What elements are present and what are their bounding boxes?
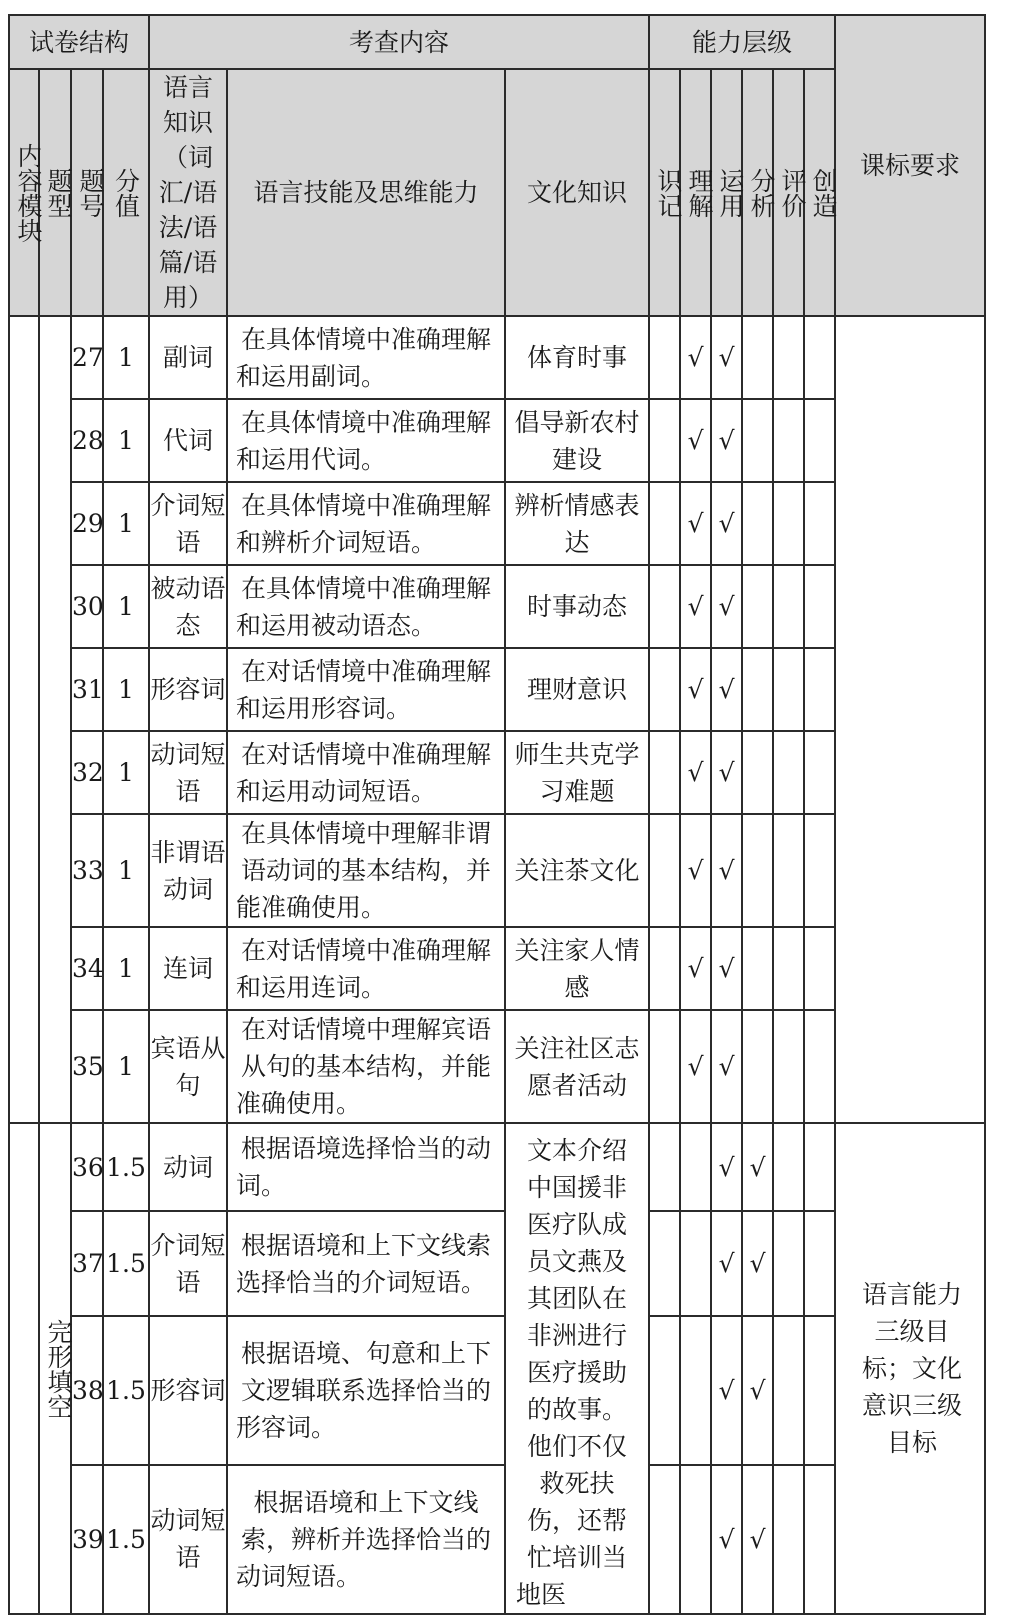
level-mark: √ bbox=[680, 927, 711, 1010]
question-score: 1 bbox=[103, 927, 149, 1010]
question-number: 33 bbox=[71, 814, 103, 927]
culture-cell: 关注茶文化 bbox=[505, 814, 649, 927]
header-level-create: 创造 bbox=[804, 69, 835, 316]
knowledge-cell: 形容词 bbox=[149, 1316, 227, 1465]
knowledge-cell: 非谓语动词 bbox=[149, 814, 227, 927]
question-score: 1 bbox=[103, 399, 149, 482]
question-score: 1.5 bbox=[103, 1465, 149, 1614]
question-score: 1 bbox=[103, 1010, 149, 1123]
level-mark: √ bbox=[680, 731, 711, 814]
level-mark: √ bbox=[711, 648, 742, 731]
level-mark bbox=[773, 1123, 804, 1211]
level-mark bbox=[742, 1010, 773, 1123]
knowledge-cell: 形容词 bbox=[149, 648, 227, 731]
skill-cell: 在对话情境中准确理解和运用形容词。 bbox=[227, 648, 505, 731]
culture-cell: 辨析情感表达 bbox=[505, 482, 649, 565]
header-knowledge: 语言知识（词汇/语法/语篇/语用） bbox=[149, 69, 227, 316]
question-score: 1.5 bbox=[103, 1123, 149, 1211]
knowledge-cell: 动词 bbox=[149, 1123, 227, 1211]
type-cell bbox=[39, 316, 71, 1123]
question-number: 35 bbox=[71, 1010, 103, 1123]
question-score: 1 bbox=[103, 482, 149, 565]
knowledge-cell: 介词短语 bbox=[149, 482, 227, 565]
question-number: 36 bbox=[71, 1123, 103, 1211]
header-level-recall: 识记 bbox=[649, 69, 680, 316]
skill-cell: 在具体情境中准确理解和运用副词。 bbox=[227, 316, 505, 399]
level-mark bbox=[773, 1010, 804, 1123]
level-mark bbox=[804, 399, 835, 482]
question-number: 39 bbox=[71, 1465, 103, 1614]
exam-analysis-table bbox=[8, 14, 986, 1615]
level-mark: √ bbox=[742, 1123, 773, 1211]
level-mark bbox=[649, 731, 680, 814]
level-mark bbox=[680, 1465, 711, 1614]
skill-cell: 在具体情境中准确理解和运用被动语态。 bbox=[227, 565, 505, 648]
level-mark bbox=[804, 814, 835, 927]
level-mark bbox=[649, 927, 680, 1010]
level-mark bbox=[804, 482, 835, 565]
level-mark: √ bbox=[680, 565, 711, 648]
level-mark bbox=[773, 399, 804, 482]
level-mark bbox=[742, 399, 773, 482]
level-mark bbox=[773, 648, 804, 731]
header-levels: 能力层级 bbox=[649, 15, 835, 69]
level-mark bbox=[649, 1316, 680, 1465]
level-mark bbox=[680, 1211, 711, 1315]
level-mark bbox=[742, 565, 773, 648]
question-number: 30 bbox=[71, 565, 103, 648]
question-number: 31 bbox=[71, 648, 103, 731]
level-mark bbox=[804, 648, 835, 731]
level-mark: √ bbox=[711, 1211, 742, 1315]
requirement-cell: 语言能力三级目标；文化意识三级目标 bbox=[835, 1123, 985, 1614]
skill-cell: 根据语境和上下文线索，辨析并选择恰当的动词短语。 bbox=[227, 1465, 505, 1614]
header-requirement: 课标要求 bbox=[835, 15, 985, 316]
skill-cell: 在具体情境中理解非谓语动词的基本结构，并能准确使用。 bbox=[227, 814, 505, 927]
skill-cell: 在对话情境中准确理解和运用动词短语。 bbox=[227, 731, 505, 814]
question-number: 28 bbox=[71, 399, 103, 482]
culture-cell: 倡导新农村建设 bbox=[505, 399, 649, 482]
module-cell bbox=[9, 316, 39, 1123]
level-mark: √ bbox=[742, 1211, 773, 1315]
level-mark bbox=[742, 316, 773, 399]
level-mark bbox=[804, 731, 835, 814]
level-mark: √ bbox=[711, 1316, 742, 1465]
header-module: 内容模块 bbox=[9, 69, 39, 316]
level-mark bbox=[773, 927, 804, 1010]
header-content: 考查内容 bbox=[149, 15, 649, 69]
header-structure: 试卷结构 bbox=[9, 15, 149, 69]
level-mark: √ bbox=[680, 482, 711, 565]
cloze-culture-cell: 文本介绍中国援非医疗队成员文燕及其团队在非洲进行医疗援助的故事。他们不仅救死扶伤，还帮忙培训当地医 bbox=[505, 1123, 649, 1614]
culture-cell: 关注社区志愿者活动 bbox=[505, 1010, 649, 1123]
level-mark: √ bbox=[711, 731, 742, 814]
level-mark bbox=[649, 1465, 680, 1614]
knowledge-cell: 代词 bbox=[149, 399, 227, 482]
level-mark bbox=[804, 1316, 835, 1465]
knowledge-cell: 宾语从句 bbox=[149, 1010, 227, 1123]
level-mark bbox=[773, 1465, 804, 1614]
header-level-analyze: 分析 bbox=[742, 69, 773, 316]
skill-cell: 根据语境选择恰当的动词。 bbox=[227, 1123, 505, 1211]
level-mark: √ bbox=[711, 482, 742, 565]
knowledge-cell: 被动语态 bbox=[149, 565, 227, 648]
level-mark: √ bbox=[680, 399, 711, 482]
level-mark bbox=[649, 399, 680, 482]
header-number: 题号 bbox=[71, 69, 103, 316]
level-mark bbox=[742, 814, 773, 927]
knowledge-cell: 动词短语 bbox=[149, 1465, 227, 1614]
level-mark bbox=[773, 731, 804, 814]
level-mark: √ bbox=[711, 927, 742, 1010]
question-number: 32 bbox=[71, 731, 103, 814]
knowledge-cell: 动词短语 bbox=[149, 731, 227, 814]
skill-cell: 在具体情境中准确理解和辨析介词短语。 bbox=[227, 482, 505, 565]
question-score: 1 bbox=[103, 814, 149, 927]
question-number: 29 bbox=[71, 482, 103, 565]
header-level-understand: 理解 bbox=[680, 69, 711, 316]
knowledge-cell: 副词 bbox=[149, 316, 227, 399]
question-score: 1 bbox=[103, 731, 149, 814]
level-mark bbox=[773, 1211, 804, 1315]
skill-cell: 在对话情境中准确理解和运用连词。 bbox=[227, 927, 505, 1010]
level-mark: √ bbox=[711, 814, 742, 927]
level-mark bbox=[649, 1211, 680, 1315]
module-cell bbox=[9, 1123, 39, 1614]
question-number: 38 bbox=[71, 1316, 103, 1465]
level-mark: √ bbox=[711, 399, 742, 482]
level-mark bbox=[804, 1211, 835, 1315]
level-mark bbox=[742, 648, 773, 731]
knowledge-cell: 连词 bbox=[149, 927, 227, 1010]
skill-cell: 在对话情境中理解宾语从句的基本结构，并能准确使用。 bbox=[227, 1010, 505, 1123]
level-mark: √ bbox=[680, 814, 711, 927]
level-mark: √ bbox=[680, 1010, 711, 1123]
skill-cell: 在具体情境中准确理解和运用代词。 bbox=[227, 399, 505, 482]
level-mark bbox=[742, 731, 773, 814]
level-mark bbox=[804, 1010, 835, 1123]
level-mark: √ bbox=[742, 1316, 773, 1465]
level-mark bbox=[773, 814, 804, 927]
level-mark bbox=[649, 814, 680, 927]
level-mark bbox=[773, 316, 804, 399]
culture-cell: 时事动态 bbox=[505, 565, 649, 648]
knowledge-cell: 介词短语 bbox=[149, 1211, 227, 1315]
skill-cell: 根据语境、句意和上下文逻辑联系选择恰当的形容词。 bbox=[227, 1316, 505, 1465]
level-mark bbox=[804, 1465, 835, 1614]
table-row bbox=[9, 1123, 985, 1211]
header-score: 分值 bbox=[103, 69, 149, 316]
culture-cell: 理财意识 bbox=[505, 648, 649, 731]
level-mark bbox=[680, 1123, 711, 1211]
level-mark bbox=[742, 927, 773, 1010]
header-skills: 语言技能及思维能力 bbox=[227, 69, 505, 316]
requirement-cell-blank bbox=[835, 316, 985, 1123]
level-mark: √ bbox=[680, 316, 711, 399]
level-mark bbox=[649, 648, 680, 731]
question-score: 1.5 bbox=[103, 1211, 149, 1315]
question-number: 27 bbox=[71, 316, 103, 399]
level-mark: √ bbox=[680, 648, 711, 731]
level-mark: √ bbox=[711, 316, 742, 399]
culture-cell: 关注家人情感 bbox=[505, 927, 649, 1010]
culture-cell: 体育时事 bbox=[505, 316, 649, 399]
level-mark bbox=[649, 1010, 680, 1123]
level-mark: √ bbox=[711, 1010, 742, 1123]
question-score: 1 bbox=[103, 316, 149, 399]
level-mark bbox=[649, 482, 680, 565]
question-score: 1 bbox=[103, 648, 149, 731]
question-score: 1.5 bbox=[103, 1316, 149, 1465]
level-mark bbox=[742, 482, 773, 565]
level-mark bbox=[804, 565, 835, 648]
level-mark bbox=[804, 1123, 835, 1211]
level-mark bbox=[773, 482, 804, 565]
level-mark bbox=[804, 316, 835, 399]
header-level-apply: 运用 bbox=[711, 69, 742, 316]
question-number: 37 bbox=[71, 1211, 103, 1315]
level-mark: √ bbox=[742, 1465, 773, 1614]
question-score: 1 bbox=[103, 565, 149, 648]
question-number: 34 bbox=[71, 927, 103, 1010]
level-mark bbox=[649, 1123, 680, 1211]
header-culture: 文化知识 bbox=[505, 69, 649, 316]
level-mark bbox=[649, 316, 680, 399]
skill-cell: 根据语境和上下文线索选择恰当的介词短语。 bbox=[227, 1211, 505, 1315]
level-mark bbox=[773, 1316, 804, 1465]
table-row bbox=[9, 316, 985, 399]
level-mark bbox=[680, 1316, 711, 1465]
level-mark bbox=[804, 927, 835, 1010]
level-mark: √ bbox=[711, 1465, 742, 1614]
level-mark bbox=[649, 565, 680, 648]
level-mark: √ bbox=[711, 1123, 742, 1211]
level-mark bbox=[773, 565, 804, 648]
level-mark: √ bbox=[711, 565, 742, 648]
cloze-type-cell: 完形填空 bbox=[39, 1123, 71, 1614]
header-type: 题型 bbox=[39, 69, 71, 316]
culture-cell: 师生共克学习难题 bbox=[505, 731, 649, 814]
header-level-evaluate: 评价 bbox=[773, 69, 804, 316]
